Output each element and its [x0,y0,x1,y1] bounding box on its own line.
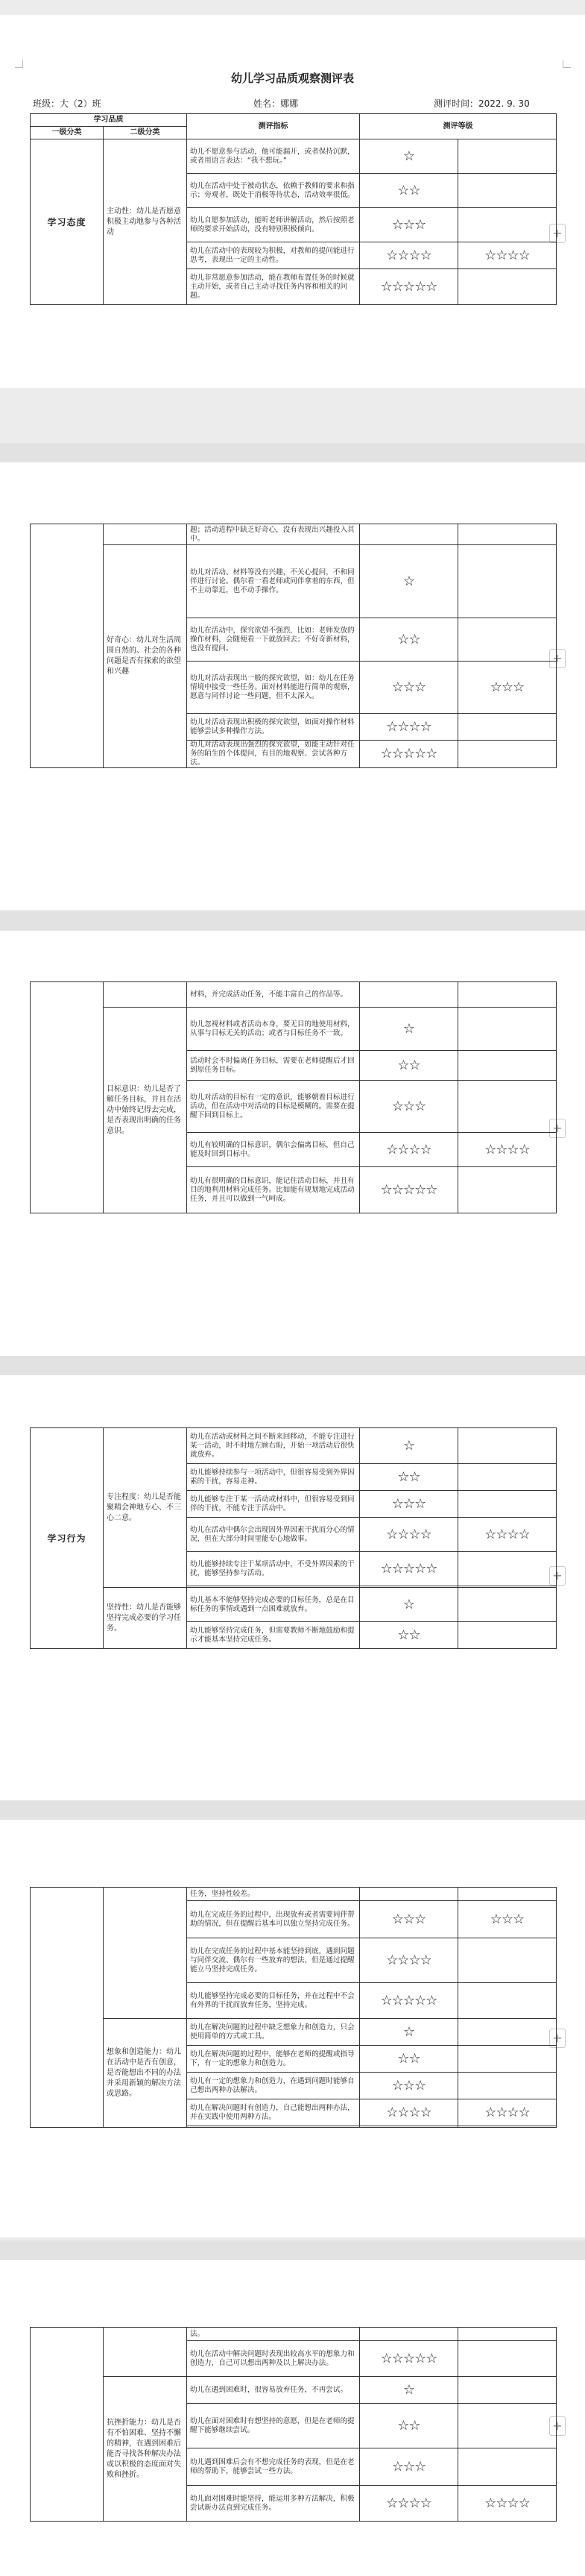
rating-cell [458,1491,557,1518]
rating-cell [458,2328,557,2341]
star-rating: ☆☆☆ [360,2073,458,2099]
rating-cell [458,2019,557,2046]
indicator-text: 幼儿能够坚持完成必要的目标任务，并在过程中不会有外界的干扰而放弃任务，坚持完成。 [187,1983,360,2019]
star-rating: ☆☆☆☆☆ [360,269,458,305]
indicator-text: 幼儿对活动表现出一般的探究欲望，如：幼儿在任务情境中接受一些任务。面对材料能进行简单的观察，愿意与同伴讨论一些问题，但不太深入。 [187,662,360,714]
rating-cell [458,2377,557,2404]
eval-table-p5 [30,1887,557,2128]
eval-table-p1 [30,113,557,305]
star-rating: ☆☆☆ [360,208,458,242]
rating-cell [458,982,557,1008]
star-rating: ☆☆☆ [360,1901,458,1938]
star-rating: ☆☆☆☆☆ [360,741,458,768]
subcategory-cell [104,982,187,1008]
star-rating: ☆☆☆☆☆ [360,1983,458,2019]
add-row-button[interactable]: + [549,1119,566,1138]
indicator-text: 幼儿对活动表现出积极的探究欲望，如面对操作材料能够尝试多种操作方法。 [187,714,360,741]
indicator-text: 材料，并完成活动任务，不能丰富自己的作品等。 [187,982,360,1008]
indicator-text: 幼儿在活动中处于被动状态，依赖于教师的要求和指示；旁观者，既处于消极等待状态，活动效率很低。 [187,174,360,208]
rating-cell [360,524,458,545]
rating-cell [360,2328,458,2341]
star-rating: ☆ [360,1588,458,1622]
page-separator [0,443,585,462]
indicator-text: 幼儿在活动中偶尔会出现因外界因素干扰而分心的情况，但在大部分时间里能专心地做事。 [187,1518,360,1552]
rating-cell [458,545,557,618]
eval-table-p4 [30,1427,557,1649]
rating-cell [458,2341,557,2377]
star-rating: ☆☆☆ [360,2448,458,2486]
rating-cell [458,1081,557,1133]
star-rating: ☆☆ [360,2046,458,2073]
rating-cell [458,1051,557,1081]
rating-cell [458,1983,557,2019]
indicator-text: 活动时会不时偏离任务目标，需要在老师提醒后才回到原任务目标。 [187,1051,360,1081]
category-cell: 学习行为 [31,1428,104,1649]
rating-cell [458,2126,557,2128]
star-rating: ☆ [360,1428,458,1464]
add-row-button[interactable]: + [549,1566,566,1586]
subcategory-cell: 专注程度：幼儿是否能聚精会神地专心、不三心二意。 [104,1428,187,1588]
indicator-text: 幼儿能够坚持完成任务，但需要教师不断地鼓励和提示才能基本坚持完成任务。 [187,1622,360,1649]
rating-cell [458,1428,557,1464]
indicator-text: 幼儿遇到困难后会有不想完成任务的表现，但是在老师的帮助下，能够尝试一些方法。 [187,2448,360,2486]
star-rating: ☆☆☆ [360,1491,458,1518]
indicator-text: 幼儿在活动中的表现较为积极，对教师的提问能进行思考，表现出一定的主动性。 [187,242,360,269]
eval-table-p2 [30,524,557,768]
indicator-text: 幼儿在活动中，探究欲望不强烈，比如：老师发放的操作材料，会随便看一下就放回去；不好奇新材料，也没有提问。 [187,618,360,662]
class-label: 班级：大（2）班 [33,98,101,109]
star-rating: ☆☆☆☆☆ [360,1552,458,1586]
time-label: 测评时间：2022. 9. 30 [434,98,530,109]
indicator-text: 幼儿在完成任务的过程中基本能坚持到底，遇到问题与同伴交流、偶尔有一些放弃的想法，但是通过提醒能立马坚持完成任务。 [187,1938,360,1983]
subcategory-cell: 坚持性：幼儿是否能够坚持完成必要的学习任务。 [104,1588,187,1649]
name-label: 姓名：娜娜 [253,98,299,109]
eval-table-p3 [30,981,557,1213]
header-grade: 测评等级 [360,114,557,139]
selected-rating: ☆☆☆☆ [458,2099,557,2126]
indicator-text: 幼儿自愿参加活动，能听老师讲解活动，然后按照老师的要求开始活动，没有特别积极倾向。 [187,208,360,242]
indicator-text: 幼儿能够持续参与一项活动中，但很容易受到外界因素的干扰，容易走神。 [187,1464,360,1491]
category-cell: 学习态度 [31,139,104,305]
rating-cell [360,982,458,1008]
eval-table-p6 [30,2327,557,2522]
doc-title: 幼儿学习品质观察测评表 [230,72,354,85]
spacer-cell [187,2126,360,2128]
star-rating: ☆ [360,1008,458,1051]
rating-cell [458,741,557,768]
rating-cell [458,1938,557,1983]
subcategory-cell: 好奇心：幼儿对生活周围自然的、社会的各种问题是否有探索的欲望和兴趣 [104,545,187,768]
subcategory-cell [104,1888,187,2019]
indicator-text: 幼儿有较明确的目标意识，偶尔会偏离目标，但自己能及时回到目标中。 [187,1133,360,1167]
add-row-button[interactable]: + [549,2416,566,2436]
selected-rating: ☆☆☆☆ [458,1518,557,1552]
indicator-text: 幼儿对活动、材料等没有兴趣，不关心提问，不和同伴进行讨论。偶尔看一看老师或同伴拿着的东西，但不主动靠近，也不动手操作。 [187,545,360,618]
indicator-text: 题；活动进程中缺乏好奇心，没有表现出兴趣投入其中。 [187,524,360,545]
rating-cell [458,2448,557,2486]
indicator-text: 幼儿在遇到困难时，很容易放弃任务，不再尝试。 [187,2377,360,2404]
rating-cell [458,1622,557,1649]
subcategory-cell: 抗挫折能力：幼儿是否有不怕困难、坚持不懈的精神，在遇到困难后能否寻找各种解决办法或以积极的态度面对失败和挫折。 [104,2377,187,2522]
star-rating: ☆☆☆ [360,1081,458,1133]
rating-cell [458,208,557,242]
indicator-text: 幼儿在完成任务的过程中，出现放弃或者需要同伴帮助的情况，但在提醒后基本可以独立坚持完成任务。 [187,1901,360,1938]
rating-cell [458,174,557,208]
indicator-text: 幼儿面对困难时能坚持，能运用多种方法解决，积极尝试新办法直到完成任务。 [187,2486,360,2522]
indicator-text: 幼儿能够专注于某一活动或材料中，但很容易受到同伴的干扰，不能专注于活动中。 [187,1491,360,1518]
star-rating: ☆☆ [360,1622,458,1649]
selected-rating: ☆☆☆☆ [458,1133,557,1167]
page-separator [0,911,585,931]
selected-rating: ☆☆☆ [458,1901,557,1938]
star-rating: ☆☆☆☆ [360,1518,458,1552]
indicator-text: 幼儿在解决问题时有创造力，自己能想出两种办法，并在实践中使用两种方法。 [187,2099,360,2126]
star-rating: ☆☆ [360,1464,458,1491]
header-group: 学习品质 [31,114,187,127]
star-rating: ☆ [360,2377,458,2404]
star-rating: ☆☆☆☆ [360,2099,458,2126]
rating-cell [458,1008,557,1051]
page-separator [0,1800,585,1820]
subcategory-cell: 想象和创造能力：幼儿在活动中是否有创意，是否能想出不同的办法并采用新颖的解决方法或思路。 [104,2019,187,2128]
indicator-text: 幼儿在面对困难时有想坚持的意愿，但是在老师的提醒下能够继续尝试。 [187,2404,360,2448]
selected-rating: ☆☆☆☆ [458,242,557,269]
add-row-button[interactable]: + [549,649,566,668]
rating-cell [458,2404,557,2448]
subcategory-cell: 目标意识：幼儿是否了解任务目标，并且在活动中始终记得去完成，是否表现出明确的任务意识。 [104,1008,187,1213]
rating-cell [458,1167,557,1213]
star-rating: ☆☆☆☆ [360,2486,458,2522]
star-rating: ☆☆☆☆☆ [360,2341,458,2377]
indicator-text: 幼儿对活动的目标有一定的意识，能够朝着目标进行活动，但在活动中对活动的目标是模糊的。需要在提醒下回到目标上。 [187,1081,360,1133]
star-rating: ☆☆ [360,1051,458,1081]
rating-cell [458,1552,557,1586]
rating-cell [458,139,557,174]
header-level1: 一级分类 [31,127,104,139]
subcategory-cell: 主动性：幼儿是否愿意积极主动地参与各种活动 [104,139,187,305]
star-rating: ☆☆ [360,174,458,208]
indicator-text: 法。 [187,2328,360,2341]
rating-cell [458,1888,557,1901]
subcategory-cell [104,524,187,545]
crop-mark [563,60,571,68]
indicator-text: 幼儿在解决问题的过程中缺乏想象力和创造力，只会使用简单的方式或工具。 [187,2019,360,2046]
page-separator [0,1356,585,1375]
selected-rating: ☆☆☆☆ [458,2486,557,2522]
rating-cell [458,618,557,662]
category-cell [31,1888,104,2128]
indicator-text: 幼儿忽视材料或者活动本身，要无目的地使用材料，从事与目标无关的活动；或者与目标任务不一致。 [187,1008,360,1051]
crop-mark [15,60,23,68]
rating-cell [458,524,557,545]
indicator-text: 幼儿在活动或材料之间不断来回移动，不能专注进行某一活动，时不时地左顾右盼，开始一项活动后很快就放弃。 [187,1428,360,1464]
add-row-button[interactable]: + [549,2029,566,2048]
indicator-text: 幼儿基本不能够坚持完成必要的目标任务，总是在目标任务的事情或遇到一点困难就放弃。 [187,1588,360,1622]
indicator-text: 幼儿在活动中解决问题时表现出较高水平的想象力和创造力，自己可以想出两种及以上解决办法。 [187,2341,360,2377]
star-rating: ☆ [360,2019,458,2046]
indicator-text: 幼儿有一定的想象力和创造力，在遇到问题时能够自己想出两种办法解决。 [187,2073,360,2099]
star-rating: ☆☆☆☆ [360,242,458,269]
add-row-button[interactable]: + [549,224,566,243]
star-rating: ☆☆ [360,2404,458,2448]
star-rating: ☆☆☆☆ [360,1938,458,1983]
indicator-text: 任务，坚持性较差。 [187,1888,360,1901]
category-cell [31,2328,104,2522]
star-rating: ☆ [360,139,458,174]
indicator-text: 幼儿有很明确的目标意识，能记住活动目标，并且有目的地利用材料完成任务。比如能有规划地完成活动任务，并且可以做到一气呵成。 [187,1167,360,1213]
rating-cell [360,2126,458,2128]
rating-cell [458,1588,557,1622]
indicator-text: 幼儿能够持续专注于某项活动中，不受外界因素的干扰，能够坚持参与活动。 [187,1552,360,1586]
rating-cell [458,714,557,741]
rating-cell [458,2073,557,2099]
rating-cell [458,269,557,305]
category-cell [31,524,104,768]
category-cell [31,982,104,1213]
star-rating: ☆☆ [360,618,458,662]
selected-rating: ☆☆☆ [458,662,557,714]
star-rating: ☆☆☆☆ [360,1133,458,1167]
subcategory-cell [104,2328,187,2377]
star-rating: ☆ [360,545,458,618]
rating-cell [458,1464,557,1491]
star-rating: ☆☆☆☆☆ [360,1167,458,1213]
indicator-text: 幼儿对活动表现出强烈的探究欲望，如能主动针对任务的陌生的个体提问，有目的地观察、尝试各种方法。 [187,741,360,768]
indicator-text: 幼儿非常愿意参加活动，能在教师布置任务的时候就主动开始，或者自己主动寻找任务内容和相关的问题。 [187,269,360,305]
rating-cell [360,1888,458,1901]
header-level2: 二级分类 [104,127,187,139]
indicator-text: 幼儿不愿意参与活动，他可能漏开，或者保持沉默，或者用语言表达：“我不想玩。” [187,139,360,174]
header-indicator: 测评指标 [187,114,360,139]
star-rating: ☆☆☆ [360,662,458,714]
indicator-text: 幼儿在解决问题的过程中，能够在老师的提醒或指导下，有一定的想象力和创造力。 [187,2046,360,2073]
page-separator [0,2240,585,2260]
rating-cell [458,2046,557,2073]
star-rating: ☆☆☆☆ [360,714,458,741]
